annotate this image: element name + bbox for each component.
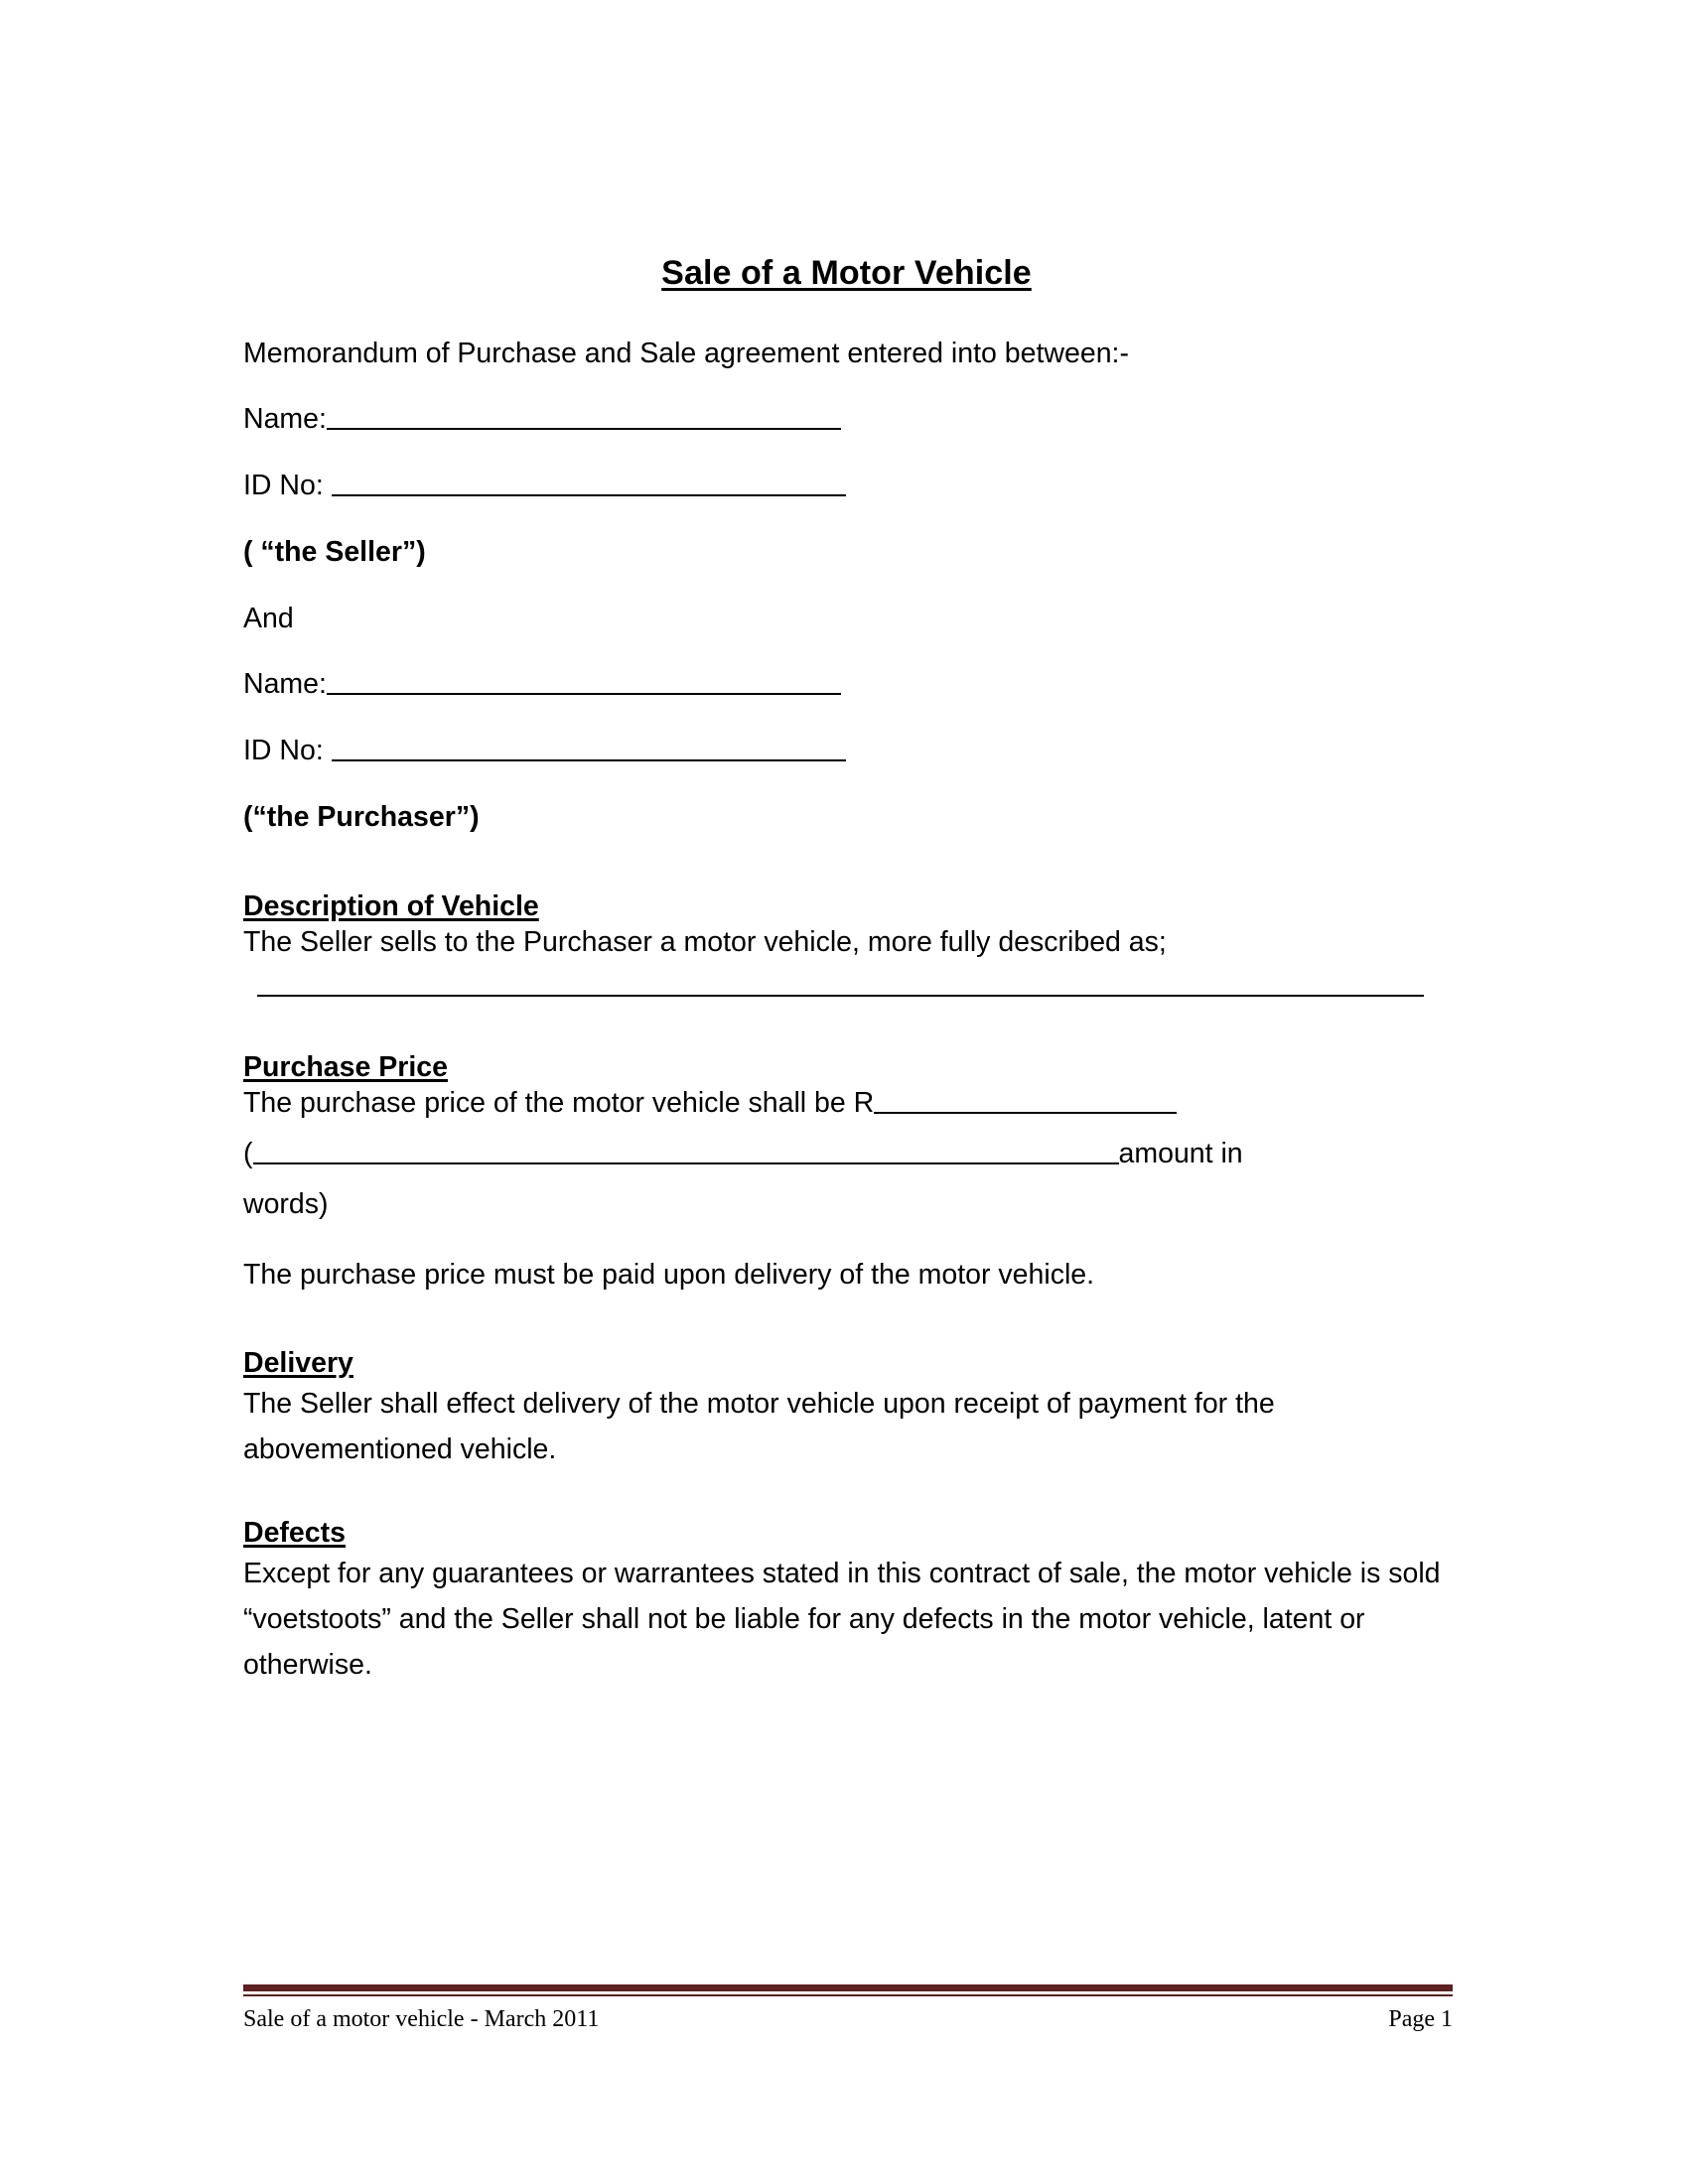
section-body-delivery: The Seller shall effect delivery of the motor vehicle upon receipt of payment for the abovementioned vehicle. [243, 1387, 1283, 1465]
spacer [243, 1223, 1450, 1257]
words-suffix: amount in [1118, 1137, 1243, 1169]
footer-rule-thin [243, 1994, 1453, 1996]
seller-party-label: ( “the Seller”) [243, 535, 426, 568]
section-body-defects: Except for any guarantees or warrantees stated in this contract of sale, the motor vehicle is sold “voetstoots” and the Seller shall not be liable for any defects in the motor vehicle, latent or otherwise. [243, 1557, 1449, 1682]
footer-rule-thick [243, 1984, 1453, 1991]
page-footer [243, 1984, 1453, 2033]
footer-text-row [243, 2006, 1453, 2033]
purchase-price-amount-line [243, 1085, 1450, 1122]
purchase-price-words-line [243, 1136, 1450, 1172]
section-heading-purchase-price-text: Purchase Price [243, 1050, 448, 1083]
footer-left-text: Sale of a motor vehicle - March 2011 [243, 2006, 600, 2032]
purchase-price-prefix: The purchase price of the motor vehicle shall be R [243, 1086, 875, 1119]
section-defects [243, 1516, 1450, 1688]
intro-paragraph: Memorandum of Purchase and Sale agreement entered into between:- [243, 337, 1129, 369]
spacer [243, 1472, 1450, 1516]
conjunction-and: And [243, 602, 294, 634]
spacer [243, 1026, 1450, 1050]
section-delivery [243, 1346, 1450, 1472]
purchaser-party-label: (“the Purchaser”) [243, 801, 480, 834]
seller-name-field [243, 401, 1450, 438]
purchaser-name-field [243, 666, 1450, 703]
section-heading-delivery [243, 1346, 1450, 1381]
purchase-price-blank[interactable] [874, 1086, 1177, 1114]
section-body-description: The Seller sells to the Purchaser a motor vehicle, more fully described as; [243, 925, 1167, 958]
section-purchase-price [243, 1050, 1450, 1294]
seller-id-field [243, 468, 1450, 504]
spacer [243, 866, 1450, 889]
section-heading-purchase-price [243, 1050, 1450, 1085]
payment-terms-paragraph: The purchase price must be paid upon delivery of the motor vehicle. [243, 1258, 1095, 1291]
seller-id-label: ID No: [243, 469, 332, 501]
purchaser-id-field [243, 733, 1450, 769]
seller-name-label: Name: [243, 402, 327, 435]
section-heading-defects [243, 1516, 1450, 1551]
page-title [243, 253, 1450, 294]
purchaser-id-blank[interactable] [332, 734, 846, 761]
seller-name-blank[interactable] [327, 402, 841, 430]
section-heading-delivery-text: Delivery [243, 1346, 353, 1379]
seller-id-blank[interactable] [332, 469, 846, 496]
section-heading-description-text: Description of Vehicle [243, 890, 539, 923]
purchaser-name-label: Name: [243, 668, 327, 701]
words-open-paren: ( [243, 1137, 253, 1169]
vehicle-description-blank[interactable] [257, 995, 1424, 997]
purchaser-id-label: ID No: [243, 735, 332, 767]
purchase-price-words-close: words) [243, 1187, 329, 1220]
purchase-price-words-blank[interactable] [253, 1137, 1119, 1164]
spacer [243, 1322, 1450, 1346]
footer-page-number: Page 1 [1388, 2006, 1453, 2032]
purchaser-name-blank[interactable] [327, 667, 841, 695]
document-body [243, 253, 1450, 1688]
section-heading-description [243, 889, 1450, 924]
section-description-of-vehicle [243, 889, 1450, 997]
vehicle-description-blank-block [243, 995, 1450, 997]
section-heading-defects-text: Defects [243, 1517, 346, 1550]
page-title-text: Sale of a Motor Vehicle [661, 254, 1032, 292]
